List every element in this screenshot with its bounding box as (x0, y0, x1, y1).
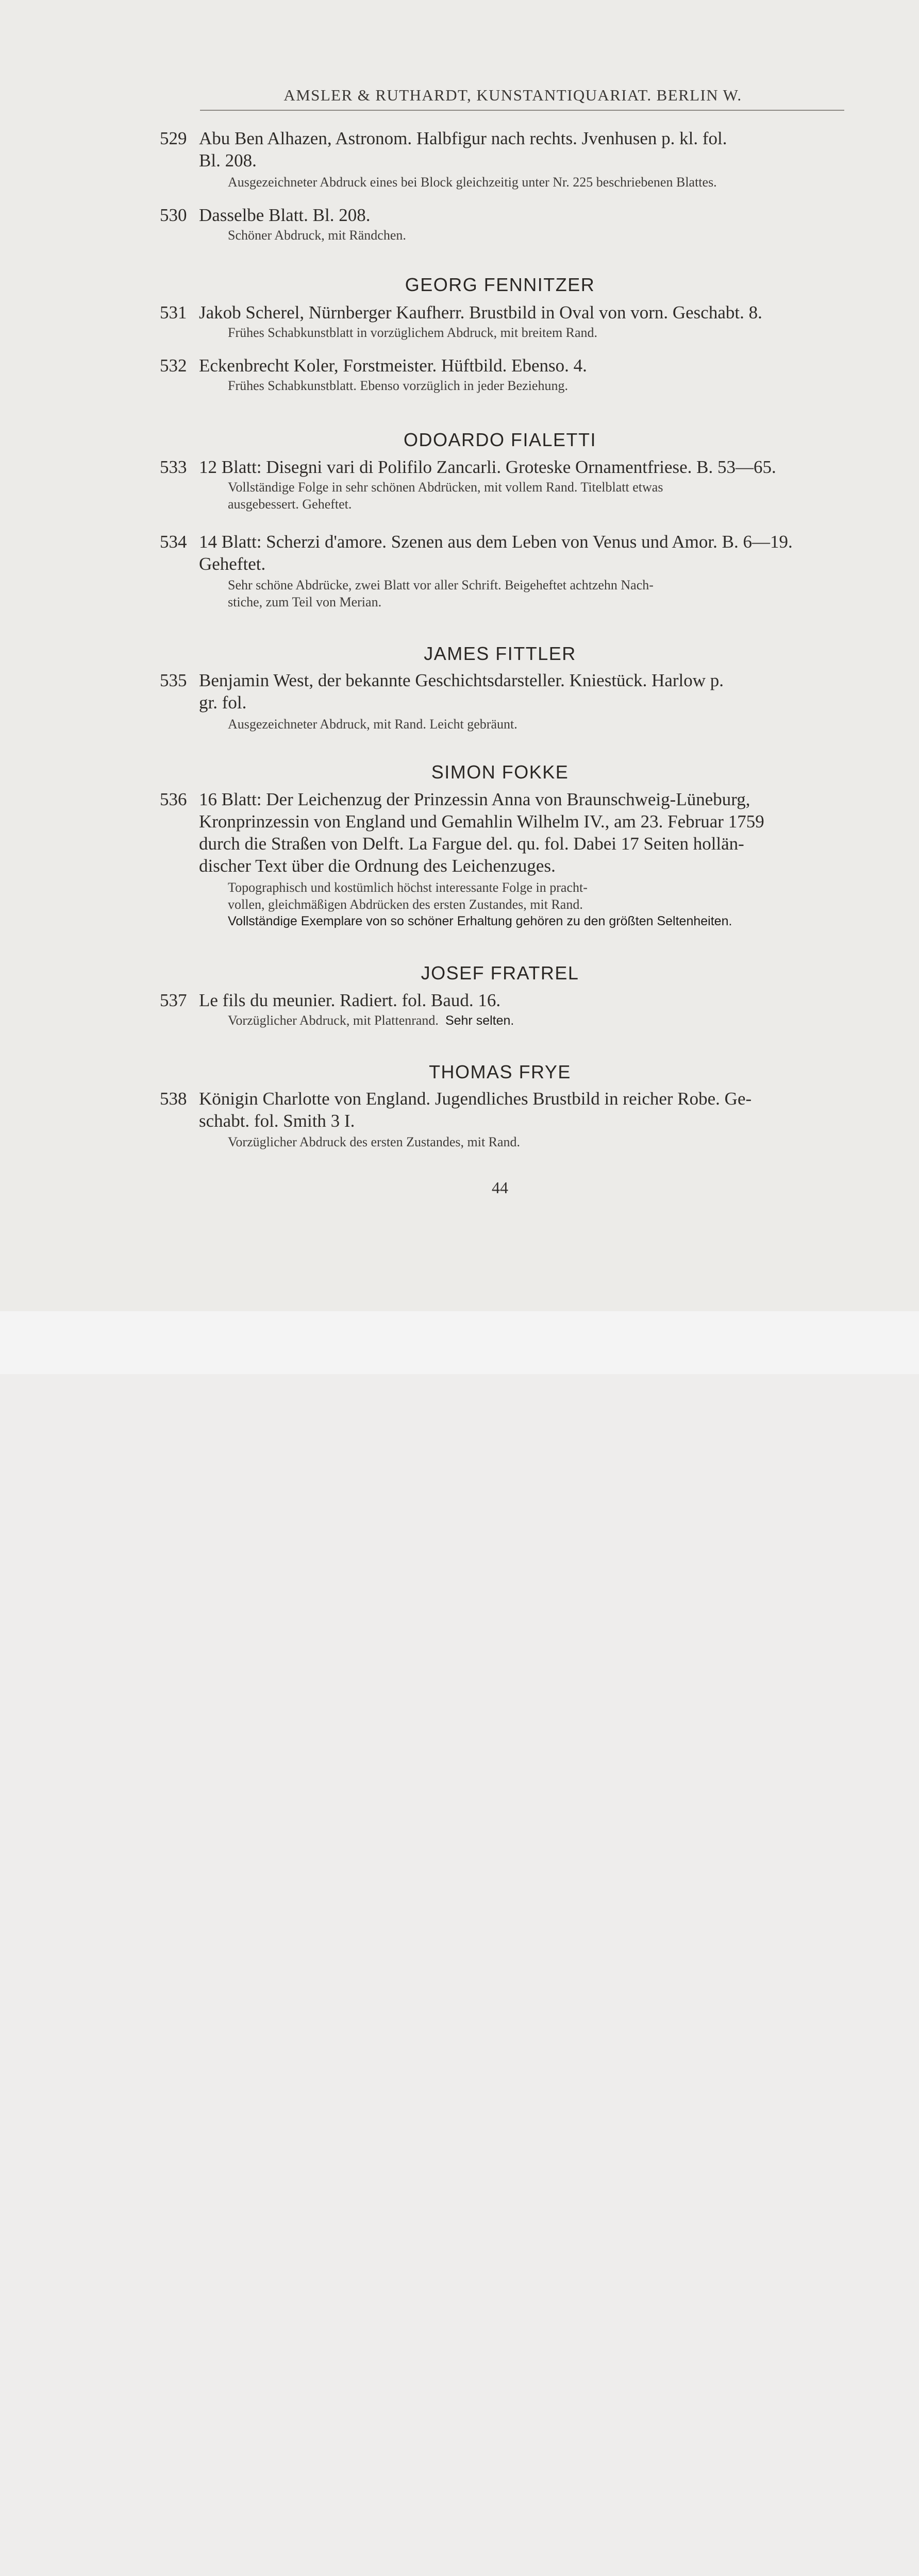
entry-note: Vorzüglicher Abdruck des ersten Zustandes, mit Rand. (228, 1134, 521, 1149)
entry-line (160, 669, 845, 691)
entry-text: gr. fol. (199, 692, 247, 713)
entry-note: Sehr schöne Abdrücke, zwei Blatt vor aller Schrift. Beigeheftet achtzehn Nach- (228, 578, 654, 592)
header-rule (200, 110, 844, 111)
artist-heading: GEORG FENNITZER (405, 274, 595, 295)
entry-text: Geheftet. (199, 554, 266, 574)
entry-line (160, 833, 845, 855)
artist-heading: ODOARDO FIALETTI (403, 429, 597, 450)
entry-note: ausgebessert. Geheftet. (228, 497, 352, 512)
catalog-entry-537 (160, 989, 845, 1029)
entry-text: 12 Blatt: Disegni vari di Polifilo Zancarli. Groteske Ornamentfriese. B. 53—65. (199, 457, 776, 477)
entry-text: Abu Ben Alhazen, Astronom. Halbfigur nach rechts. Jvenhusen p. kl. fol. (199, 128, 727, 148)
entry-line (160, 1088, 845, 1110)
entry-text: Jakob Scherel, Nürnberger Kaufherr. Brustbild in Oval von vorn. Geschabt. 8. (199, 302, 762, 323)
catalog-entry-534 (160, 531, 845, 611)
catalog-entry-533 (160, 456, 845, 513)
entry-number: 536 (160, 789, 187, 809)
entry-number: 534 (160, 532, 187, 552)
entry-line (160, 855, 845, 877)
entry-note: vollen, gleichmäßigen Abdrücken des ersten Zustandes, mit Rand. (228, 897, 583, 912)
entry-line (160, 553, 845, 575)
running-header: AMSLER & RUTHARDT, KUNSTANTIQUARIAT. BERLIN W. (283, 86, 742, 104)
entry-text: Bl. 208. (199, 150, 257, 171)
entry-text: 14 Blatt: Scherzi d'amore. Szenen aus dem Leben von Venus und Amor. B. 6—19. (199, 532, 793, 552)
entry-line (160, 1110, 845, 1132)
entry-text: Dasselbe Blatt. Bl. 208. (199, 205, 371, 225)
entry-number: 529 (160, 128, 187, 148)
entry-text: Benjamin West, der bekannte Geschichtsdarsteller. Kniestück. Harlow p. (199, 670, 724, 690)
entry-note: Ausgezeichneter Abdruck eines bei Block gleichzeitig unter Nr. 225 beschriebenen Blattes. (228, 175, 717, 190)
entry-number: 535 (160, 670, 187, 690)
entry-note: Frühes Schabkunstblatt. Ebenso vorzüglich in jeder Beziehung. (228, 378, 568, 393)
entry-line (160, 531, 845, 553)
entry-line (160, 989, 845, 1011)
entry-note (160, 1012, 845, 1029)
entry-line (160, 127, 845, 149)
entry-line (160, 149, 845, 172)
entry-note: Ausgezeichneter Abdruck, mit Rand. Leicht gebräunt. (228, 717, 517, 732)
entry-number: 530 (160, 205, 187, 225)
entry-note-text: Vorzüglicher Abdruck, mit Plattenrand. (228, 1013, 439, 1028)
artist-heading: JAMES FITTLER (424, 643, 576, 664)
entry-note-emphasis: Vollständige Exemplare von so schöner Erhaltung gehören zu den größten Seltenheiten. (228, 914, 732, 928)
catalog-entry-535 (160, 669, 845, 733)
catalog-entry-538 (160, 1088, 845, 1150)
entry-number: 532 (160, 355, 187, 376)
entry-note: Schöner Abdruck, mit Rändchen. (228, 228, 406, 243)
entry-line (160, 204, 845, 226)
entry-text: Kronprinzessin von England und Gemahlin Wilhelm IV., am 23. Februar 1759 (199, 811, 764, 832)
entry-number: 538 (160, 1089, 187, 1109)
entry-text: schabt. fol. Smith 3 I. (199, 1111, 355, 1131)
entry-number: 531 (160, 302, 187, 323)
catalog-entry-536 (160, 788, 845, 930)
entry-text: 16 Blatt: Der Leichenzug der Prinzessin Anna von Braunschweig-Lüneburg, (199, 789, 750, 809)
page-number: 44 (492, 1178, 508, 1197)
entry-line (160, 691, 845, 714)
entry-line (160, 810, 845, 833)
entry-number: 533 (160, 457, 187, 477)
entry-line (160, 301, 845, 324)
entry-note: Topographisch und kostümlich höchst interessante Folge in pracht- (228, 880, 588, 895)
entry-text: Eckenbrecht Koler, Forstmeister. Hüftbild. Ebenso. 4. (199, 355, 587, 376)
catalog-entry-532 (160, 354, 845, 394)
entry-number: 537 (160, 990, 187, 1010)
catalog-entry-529 (160, 127, 845, 191)
entry-text: Le fils du meunier. Radiert. fol. Baud. 16. (199, 990, 501, 1010)
entry-note: Vollständige Folge in sehr schönen Abdrücken, mit vollem Rand. Titelblatt etwas (228, 480, 663, 495)
entry-text: Königin Charlotte von England. Jugendliches Brustbild in reicher Robe. Ge- (199, 1089, 752, 1109)
entry-text: durch die Straßen von Delft. La Fargue del. qu. fol. Dabei 17 Seiten hollän- (199, 834, 744, 854)
entry-line (160, 788, 845, 810)
entry-note-emphasis: Sehr selten. (445, 1013, 514, 1028)
entry-note: stiche, zum Teil von Merian. (228, 595, 382, 609)
catalog-entry-531 (160, 301, 845, 341)
entry-note: Frühes Schabkunstblatt in vorzüglichem Abdruck, mit breitem Rand. (228, 325, 598, 340)
entry-line (160, 456, 845, 478)
artist-heading: THOMAS FRYE (429, 1061, 571, 1082)
artist-heading: SIMON FOKKE (431, 761, 569, 783)
artist-heading: JOSEF FRATREL (421, 962, 579, 984)
entry-text: discher Text über die Ordnung des Leichenzuges. (199, 856, 556, 876)
entry-line (160, 354, 845, 377)
viewer-footer (0, 1311, 919, 1374)
catalog-entry-530 (160, 204, 845, 244)
